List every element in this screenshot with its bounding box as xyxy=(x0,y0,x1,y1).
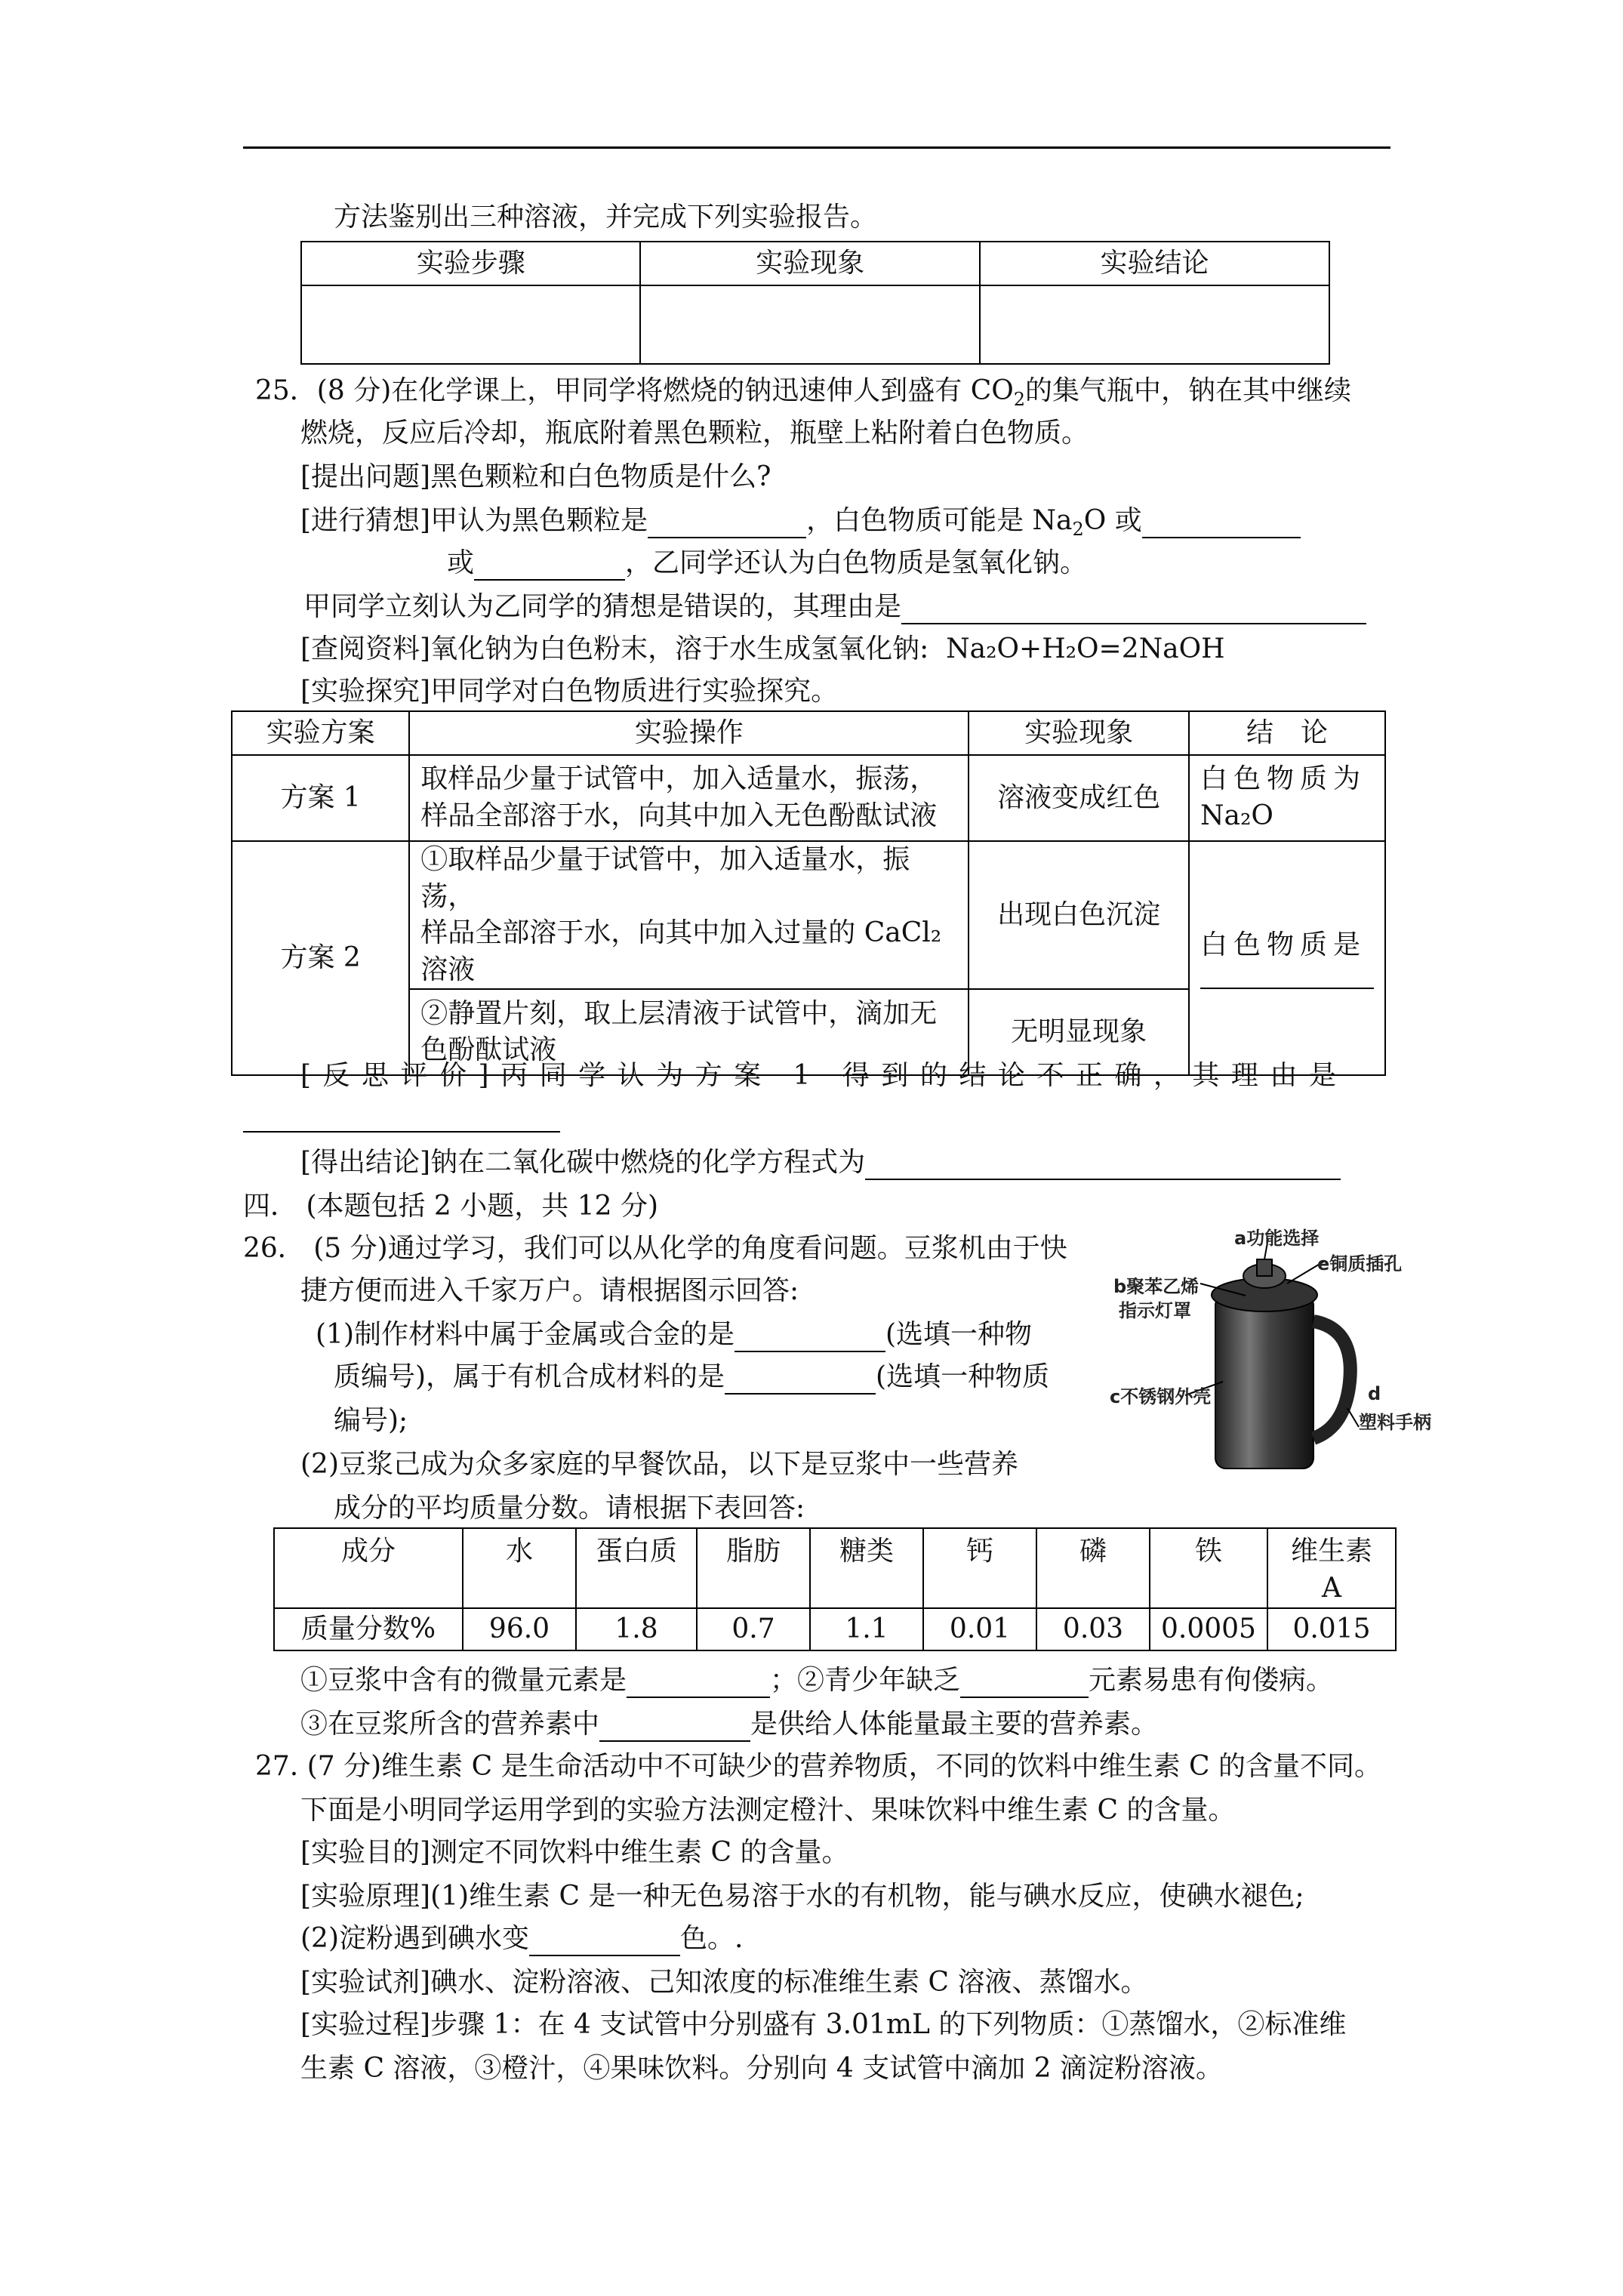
label-a: a功能选择 xyxy=(1234,1228,1320,1249)
explore-table xyxy=(231,710,1386,1076)
label-c: c不锈钢外壳 xyxy=(1110,1386,1212,1407)
q26-q3: ③在豆浆所含的营养素中 是供给人体能量最主要的营养素。 xyxy=(300,1708,1158,1742)
nutr-col-phosphorus: 磷 xyxy=(1036,1528,1150,1608)
q27-process1: [实验过程]步骤 1：在 4 支试管中分别盛有 3.01mL 的下列物质：①蒸馏水，②标准维 xyxy=(300,2009,1347,2040)
header-rule xyxy=(243,146,1390,149)
label-b2: 指示灯罩 xyxy=(1119,1300,1191,1321)
label-e: e铜质插孔 xyxy=(1317,1253,1403,1274)
blank-black-particle[interactable] xyxy=(648,504,806,538)
q27-purpose: [实验目的]测定不同饮料中维生素 C 的含量。 xyxy=(300,1837,849,1868)
q27-line1: 27. (7 分)维生素 C 是生命活动中不可缺少的营养物质，不同的饮料中维生素 C 的含量不同。 xyxy=(255,1751,1381,1782)
q26-line1: 26． (5 分)通过学习，我们可以从化学的角度看问题。豆浆机由于快 xyxy=(243,1233,1067,1264)
q25-lookup: [查阅资料]氧化钠为白色粉末，溶于水生成氢氧化钠: Na₂O+H₂O=2NaOH xyxy=(300,633,1225,664)
t2-header-concl: 结 论 xyxy=(1189,711,1385,755)
q27-principle2: (2)淀粉遇到碘水变 色。. xyxy=(300,1922,743,1956)
cell-phenomenon-answer[interactable] xyxy=(640,285,979,364)
blank-equation[interactable] xyxy=(865,1146,1341,1180)
q27-principle: [实验原理](1)维生素 C 是一种无色易溶于水的有机物，能与碘水反应，使碘水褪色; xyxy=(300,1881,1304,1912)
blank-reason[interactable] xyxy=(901,590,1366,624)
nutr-val-calcium: 0.01 xyxy=(923,1608,1036,1650)
blank-organic[interactable] xyxy=(725,1361,876,1395)
blank-white-2[interactable] xyxy=(474,547,625,581)
q25-conclude: [得出结论]钠在二氧化碳中燃烧的化学方程式为 xyxy=(300,1146,1341,1180)
q26-p1-line2: 质编号)，属于有机合成材料的是 (选填一种物质 xyxy=(334,1361,1049,1395)
q25-reflect: [反思评价]丙同学认为方案 1 得到的结论不正确，其理由是 xyxy=(300,1060,1348,1091)
nutr-val-vitamin-a: 0.015 xyxy=(1267,1608,1396,1650)
q25-line1: 25．(8 分)在化学课上，甲同学将燃烧的钠迅速伸人到盛有 $CO_2$的集气瓶中，钠在其中继续 xyxy=(255,375,1352,411)
nutr-col-vitamin-a: 维生素 A xyxy=(1267,1528,1396,1608)
nutr-label-fraction: 质量分数% xyxy=(274,1608,463,1650)
nutr-label-component: 成分 xyxy=(274,1528,463,1608)
blank-reflect[interactable] xyxy=(243,1131,560,1133)
nutr-col-calcium: 钙 xyxy=(923,1528,1036,1608)
nutr-col-fat: 脂肪 xyxy=(697,1528,810,1608)
q27-reagent: [实验试剂]碘水、淀粉溶液、己知浓度的标准维生素 C 溶液、蒸馏水。 xyxy=(300,1967,1148,1998)
intro-line: 方法鉴别出三种溶液，并完成下列实验报告。 xyxy=(334,202,878,233)
blank-energy-nutrient[interactable] xyxy=(599,1708,750,1742)
plan1-op: 取样品少量于试管中，加入适量水，振荡， 样品全部溶于水，向其中加入无色酚酞试液 xyxy=(409,755,969,841)
header-step: 实验步骤 xyxy=(301,242,640,285)
cell-conclusion-answer[interactable] xyxy=(980,285,1329,364)
nutr-val-protein: 1.8 xyxy=(576,1608,697,1650)
q25-guess: [进行猜想]甲认为黑色颗粒是 ，白色物质可能是 $Na_2O$ 或 xyxy=(300,504,1301,541)
q26-p1-line1: (1)制作材料中属于金属或合金的是 (选填一种物 xyxy=(316,1318,1032,1352)
nutr-val-sugar: 1.1 xyxy=(810,1608,923,1650)
blank-plan2-conclusion[interactable] xyxy=(1200,980,1374,989)
header-phenomenon: 实验现象 xyxy=(640,242,979,285)
q26-p1-line3: 编号); xyxy=(334,1405,408,1436)
q26-q1: ①豆浆中含有的微量元素是 ；②青少年缺乏 元素易患有佝偻病。 xyxy=(300,1664,1333,1698)
t2-header-op: 实验操作 xyxy=(409,711,969,755)
label-d2: 塑料手柄 xyxy=(1359,1412,1431,1433)
blank-trace-element[interactable] xyxy=(627,1664,770,1698)
q25-explore: [实验探究]甲同学对白色物质进行实验探究。 xyxy=(300,676,839,707)
soymilk-machine-figure xyxy=(1110,1223,1442,1480)
header-conclusion: 实验结论 xyxy=(980,242,1329,285)
q26-p2-line2: 成分的平均质量分数。请根据下表回答: xyxy=(334,1493,805,1524)
blank-starch-color[interactable] xyxy=(529,1922,680,1956)
report-table xyxy=(300,241,1330,365)
q26-p2-line1: (2)豆浆己成为众多家庭的早餐饮品，以下是豆浆中一些营养 xyxy=(300,1449,1018,1480)
blank-white-1[interactable] xyxy=(1142,504,1301,538)
plan2-phenomenon2: 无明显现象 xyxy=(969,989,1189,1075)
plan2-name: 方案 2 xyxy=(232,841,409,1075)
q27-process2: 生素 C 溶液，③橙汁，④果味饮料。分别向 4 支试管中滴加 2 滴淀粉溶液。 xyxy=(300,2053,1224,2084)
q25-question: [提出问题]黑色颗粒和白色物质是什么? xyxy=(300,461,771,492)
plan2-op2: ②静置片刻，取上层清液于试管中，滴加无 色酚酞试液 xyxy=(409,989,969,1075)
plan1-conclusion: 白色物质为 Na₂O xyxy=(1189,755,1385,841)
nutrition-table xyxy=(273,1527,1397,1651)
nutr-col-iron: 铁 xyxy=(1150,1528,1267,1608)
blank-metal[interactable] xyxy=(735,1318,885,1352)
q25-reason: 甲同学立刻认为乙同学的猜想是错误的，其理由是 xyxy=(303,590,1366,624)
q25-line2: 燃烧，反应后冷却，瓶底附着黑色颗粒，瓶壁上粘附着白色物质。 xyxy=(300,418,1089,448)
cell-step-answer[interactable] xyxy=(301,285,640,364)
plan2-phenomenon1: 出现白色沉淀 xyxy=(969,841,1189,989)
q26-line2: 捷方便而进入千家万户。请根据图示回答: xyxy=(300,1275,799,1306)
nutr-val-phosphorus: 0.03 xyxy=(1036,1608,1150,1650)
blank-rickets-element[interactable] xyxy=(960,1664,1089,1698)
q25-guess2: 或 ，乙同学还认为白色物质是氢氧化钠。 xyxy=(447,547,1087,581)
plan2-op1: ①取样品少量于试管中，加入适量水，振荡， 样品全部溶于水，向其中加入过量的 CaCl₂ 溶液 xyxy=(409,841,969,989)
label-b1: b聚苯乙烯 xyxy=(1113,1276,1200,1297)
nutr-col-sugar: 糖类 xyxy=(810,1528,923,1608)
nutr-val-iron: 0.0005 xyxy=(1150,1608,1267,1650)
nutr-val-water: 96.0 xyxy=(463,1608,576,1650)
plan2-conclusion: 白色物质是 xyxy=(1189,841,1385,1075)
label-d1: d xyxy=(1368,1383,1381,1404)
nutr-val-fat: 0.7 xyxy=(697,1608,810,1650)
plan1-phenomenon: 溶液变成红色 xyxy=(969,755,1189,841)
t2-header-plan: 实验方案 xyxy=(232,711,409,755)
t2-header-phen: 实验现象 xyxy=(969,711,1189,755)
plan1-name: 方案 1 xyxy=(232,755,409,841)
nutr-col-protein: 蛋白质 xyxy=(576,1528,697,1608)
section4-title: 四． (本题包括 2 小题，共 12 分) xyxy=(243,1191,659,1222)
nutr-col-water: 水 xyxy=(463,1528,576,1608)
q27-line2: 下面是小明同学运用学到的实验方法测定橙汁、果味饮料中维生素 C 的含量。 xyxy=(300,1795,1236,1826)
